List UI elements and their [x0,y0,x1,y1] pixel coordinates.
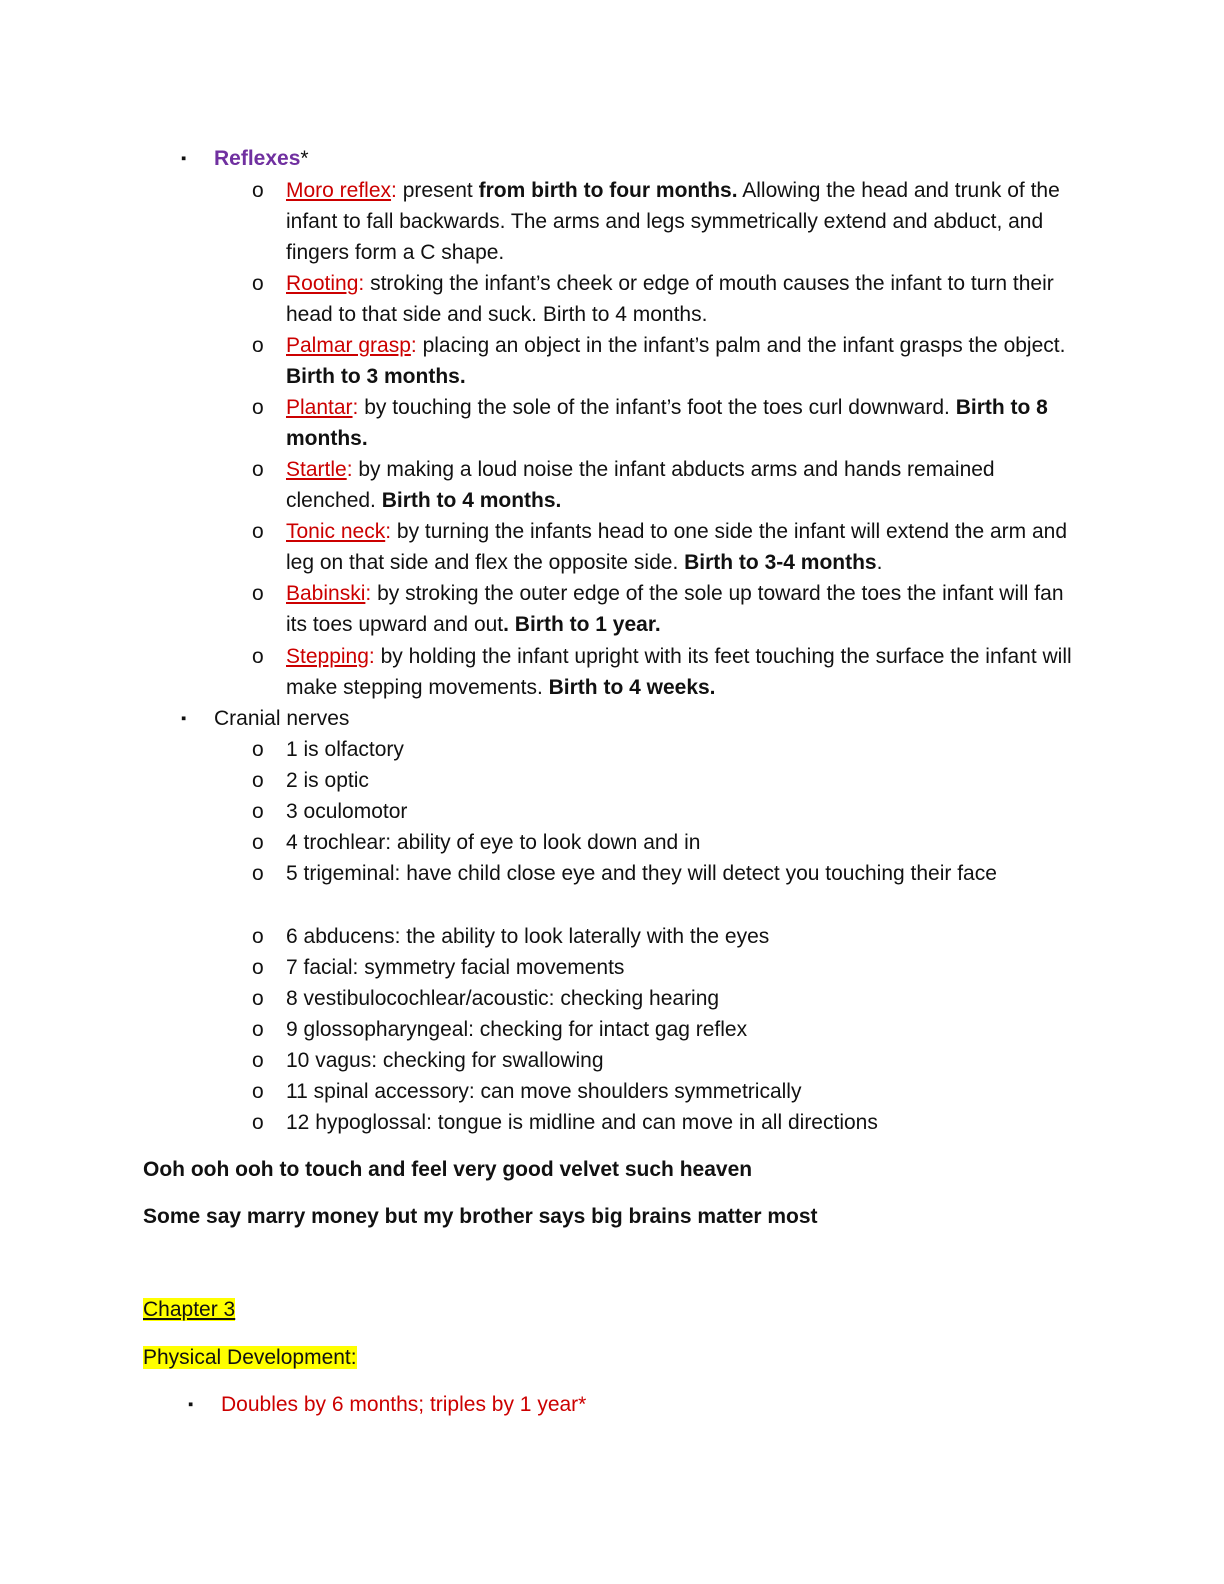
reflex-age: Birth to 3-4 months [684,551,877,574]
reflex-age: Birth to 8 months. [286,396,1048,450]
reflex-term: Moro reflex [286,179,392,202]
sub-bullet: o [252,738,264,761]
reflex-term: Stepping [286,645,369,668]
sub-bullet: o [252,458,264,481]
sub-bullet: o [252,272,264,295]
sub-bullet: o [252,956,264,979]
square-bullet: ▪ [188,1396,194,1413]
reflex-age: . Birth to 1 year. [503,613,661,636]
sub-bullet: o [252,769,264,792]
reflex-age: Birth to 4 weeks. [548,676,716,699]
reflex-term: Rooting [286,272,359,295]
reflex-term: Tonic neck [286,520,386,543]
sub-bullet: o [252,520,264,543]
mnemonic-1: Ooh ooh ooh to touch and feel very good velvet such heaven [143,1158,753,1181]
reflex-age: Birth to 4 months. [381,489,562,512]
sub-bullet: o [252,831,264,854]
sub-bullet: o [252,1049,264,1072]
sub-bullet: o [252,1018,264,1041]
sub-bullet: o [252,179,264,202]
reflex-term: Plantar [286,396,353,419]
reflex-term: Palmar grasp [286,334,411,357]
reflex-term: Babinski [286,582,366,605]
growth-note: Doubles by 6 months; triples by 1 year* [221,1393,587,1416]
sub-bullet: o [252,396,264,419]
sub-bullet: o [252,862,264,885]
sub-bullet: o [252,925,264,948]
mnemonic-2: Some say marry money but my brother says big brains matter most [143,1205,818,1228]
sub-bullet: o [252,1080,264,1103]
chapter-heading: Chapter 3 [143,1298,236,1321]
reflex-term: Startle [286,458,347,481]
sub-bullet: o [252,645,264,668]
reflexes-heading: Reflexes [214,147,301,170]
square-bullet: ▪ [181,150,187,167]
sub-bullet: o [252,1111,264,1134]
sub-bullet: o [252,582,264,605]
cranial-nerves-heading: Cranial nerves [214,707,350,730]
reflex-age: Birth to 3 months. [286,365,466,388]
sub-bullet: o [252,800,264,823]
section-heading: Physical Development: [143,1346,357,1369]
reflexes-star: * [300,147,309,170]
sub-bullet: o [252,987,264,1010]
document-page: ▪ Reflexes* o Moro reflex: present from birth to four months. Allowing the head and trunk of the infant to fall backwards. The arms and legs symmetrically extend and abduct, and fingers form a C shape. o Rooting: stroking the infant’s cheek or edge of mouth causes the infant to turn their head to that side and suck. Birth to 4 months. o Palmar grasp: placing an object in the infant’s palm and the infant grasps the object. Birth to 3 months. o Plantar: by touching the sole of the infant’s foot the toes curl downward. Birth to 8 months. o Startle: by making a loud noise the infant abducts arms and hands remained clenched. Birth to 4 months. o Tonic neck: by turning the infants head to one side the infant will extend the arm and leg on that side and flex the opposite side. Birth to 3-4 months. o Babinski: by stroking the outer edge of the sole up toward the toes the infant will fan its toes upward and out. Birth to 1 year. o Stepping: by holding the infant upright with its feet touching the surface the infant will make stepping movements. Birth to 4 weeks. ▪ Cranial nerves o 1 is olfactory o 2 is optic o 3 oculomotor o 4 trochlear: ability of eye to look down and in o 5 trigeminal: have child close eye and they will detect you touching their face o 6 abducens: the ability to look laterally with the eyes o 7 facial: symmetry facial movements o 8 vestibulocochlear/acoustic: checking hearing o 9 glossopharyngeal: checking for intact gag reflex o 10 vagus: checking for swallowing o 11 spinal accessory: can move shoulders symmetrically o 12 hypoglossal: tongue is midline and can move in all directions Ooh ooh ooh to touch and feel very good velvet such heaven Some say marry money but my brother says big brains matter most Chapter 3 Physical Development: ▪ Doubles by 6 months; triples by 1 year* [0,0,1224,1584]
sub-bullet: o [252,334,264,357]
square-bullet: ▪ [181,710,187,727]
reflex-age: from birth to four months. [478,179,738,202]
